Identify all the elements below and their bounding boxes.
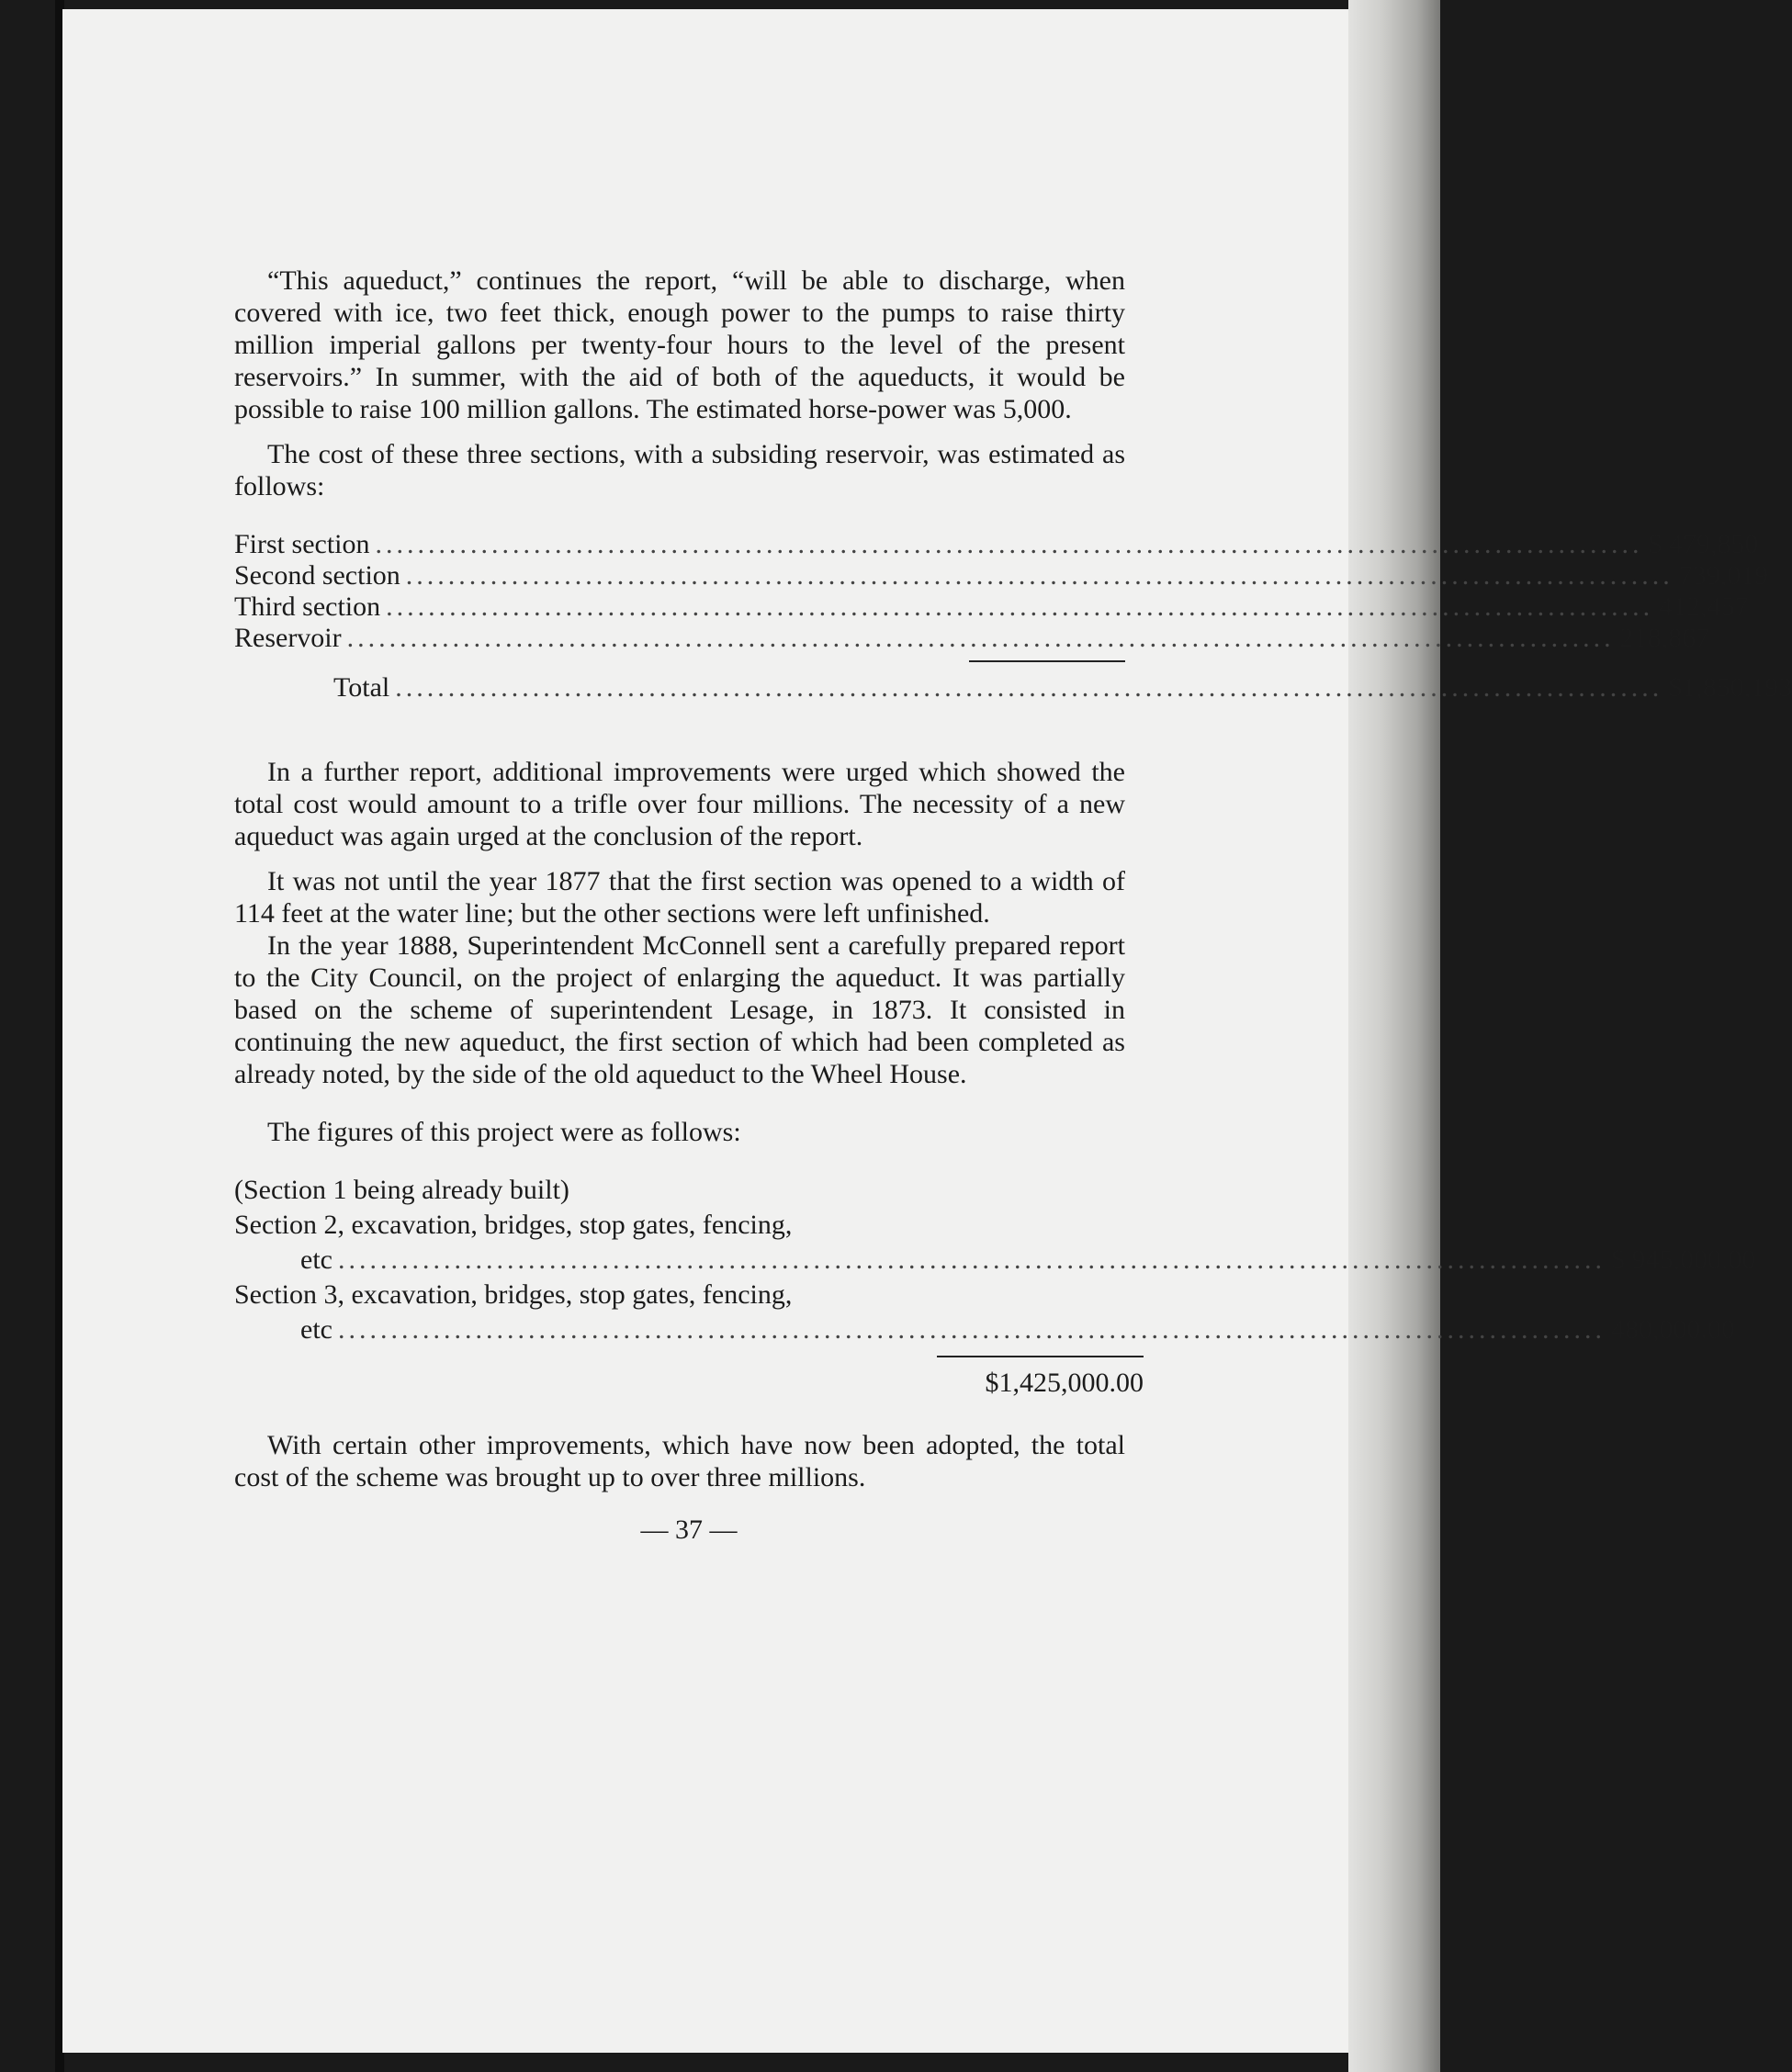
paragraph-further-report: In a further report, additional improvements were urged which showed the total cost would amount to a trifle over four millions. The necessity of a new aqueduct was again urged at the conclusion of the report. <box>234 757 1125 851</box>
paragraph-1888: In the year 1888, Superintendent McConnell sent a carefully prepared report to the City Council, on the project of enlarging the aqueduct. It was partially based on the scheme of superintendent Lesage, in 1873. It consisted in continuing the new aqueduct, the first section of which had been completed as already noted, by the side of the old aqueduct to the Wheel House. <box>234 930 1125 1089</box>
cost-row-label: Reservoir <box>234 623 342 653</box>
leader-dots: ........................................................................................................................ <box>337 1314 1606 1345</box>
page-body <box>234 265 1792 1546</box>
cost-row-amount: $ 479,850 <box>1648 529 1759 559</box>
project-total: $1,425,000.00 <box>985 1368 1144 1398</box>
cost-row-label: Third section <box>234 591 381 622</box>
project-row-label: Section 2, excavation, bridges, stop gates, fencing, <box>234 1210 793 1240</box>
cost-row <box>234 591 1749 622</box>
leader-dots: ........................................................................................................................ <box>337 1244 1606 1275</box>
sum-rule <box>969 660 1125 662</box>
leader-dots: ........................................................................................................................ <box>346 623 1615 653</box>
paragraph-cost-intro: The cost of these three sections, with a subsiding reservoir, was estimated as follows: <box>234 439 1125 501</box>
leader-dots: ........................................................................................................................ <box>375 529 1643 559</box>
project-row-label-cont: etc <box>300 1244 332 1275</box>
section-note-text: (Section 1 being already built) <box>234 1175 569 1205</box>
paragraph-aqueduct-quote: “This aqueduct,” continues the report, “will be able to discharge, when covered with ice, two feet thick, enough power to the pumps to raise thirty million imperial gallons per twenty-four hours to the level of the present reservoirs.” In summer, with the aid of both of the aqueducts, it would be possible to raise 100 million gallons. The estimated horse-power was 5,000. <box>234 265 1125 424</box>
project-row-line <box>234 1209 1144 1244</box>
paragraph-figures-intro: The figures of this project were as follows: <box>267 1117 741 1147</box>
project-row <box>234 1313 1735 1348</box>
sum-rule <box>937 1356 1144 1357</box>
cost-row <box>234 559 1769 591</box>
total-amount: $1,850,193 <box>1668 672 1792 703</box>
section-note <box>234 1174 1144 1209</box>
cost-row-label: Second section <box>234 560 400 591</box>
total-label: Total <box>333 672 390 703</box>
cost-row <box>234 528 1759 559</box>
paragraph-1877: It was not until the year 1877 that the first section was opened to a width of 114 feet at the water line; but the other sections were left unfinished. <box>234 866 1125 929</box>
project-row-line <box>234 1278 1144 1313</box>
cost-row-amount: 218,867 <box>1619 623 1710 653</box>
cost-total-row <box>234 671 1792 703</box>
project-row <box>234 1244 1756 1278</box>
project-row-amount: 480,000.00 <box>1610 1314 1735 1345</box>
leader-dots: ........................................................................................................................ <box>405 560 1674 591</box>
page-edge <box>1348 0 1440 2072</box>
project-row-label-cont: etc <box>300 1314 332 1345</box>
project-row-amount: $ 945,000.00 <box>1610 1244 1756 1275</box>
cost-row-amount: 739,019 <box>1678 560 1769 591</box>
cost-row <box>234 622 1710 653</box>
page-number: — 37 — <box>640 1515 738 1545</box>
leader-dots: ........................................................................................................................ <box>386 591 1654 622</box>
leader-dots: ........................................................................................................................ <box>395 672 1663 703</box>
paragraph-three-millions: With certain other improvements, which have now been adopted, the total cost of the scheme was brought up to over three millions. <box>234 1430 1125 1492</box>
cost-table-project <box>234 1174 1756 1403</box>
project-row-label: Section 3, excavation, bridges, stop gates, fencing, <box>234 1279 793 1310</box>
cost-row-amount: 412,457 <box>1659 591 1749 622</box>
cost-row-label: First section <box>234 529 370 559</box>
cost-table-sections <box>234 528 1792 703</box>
